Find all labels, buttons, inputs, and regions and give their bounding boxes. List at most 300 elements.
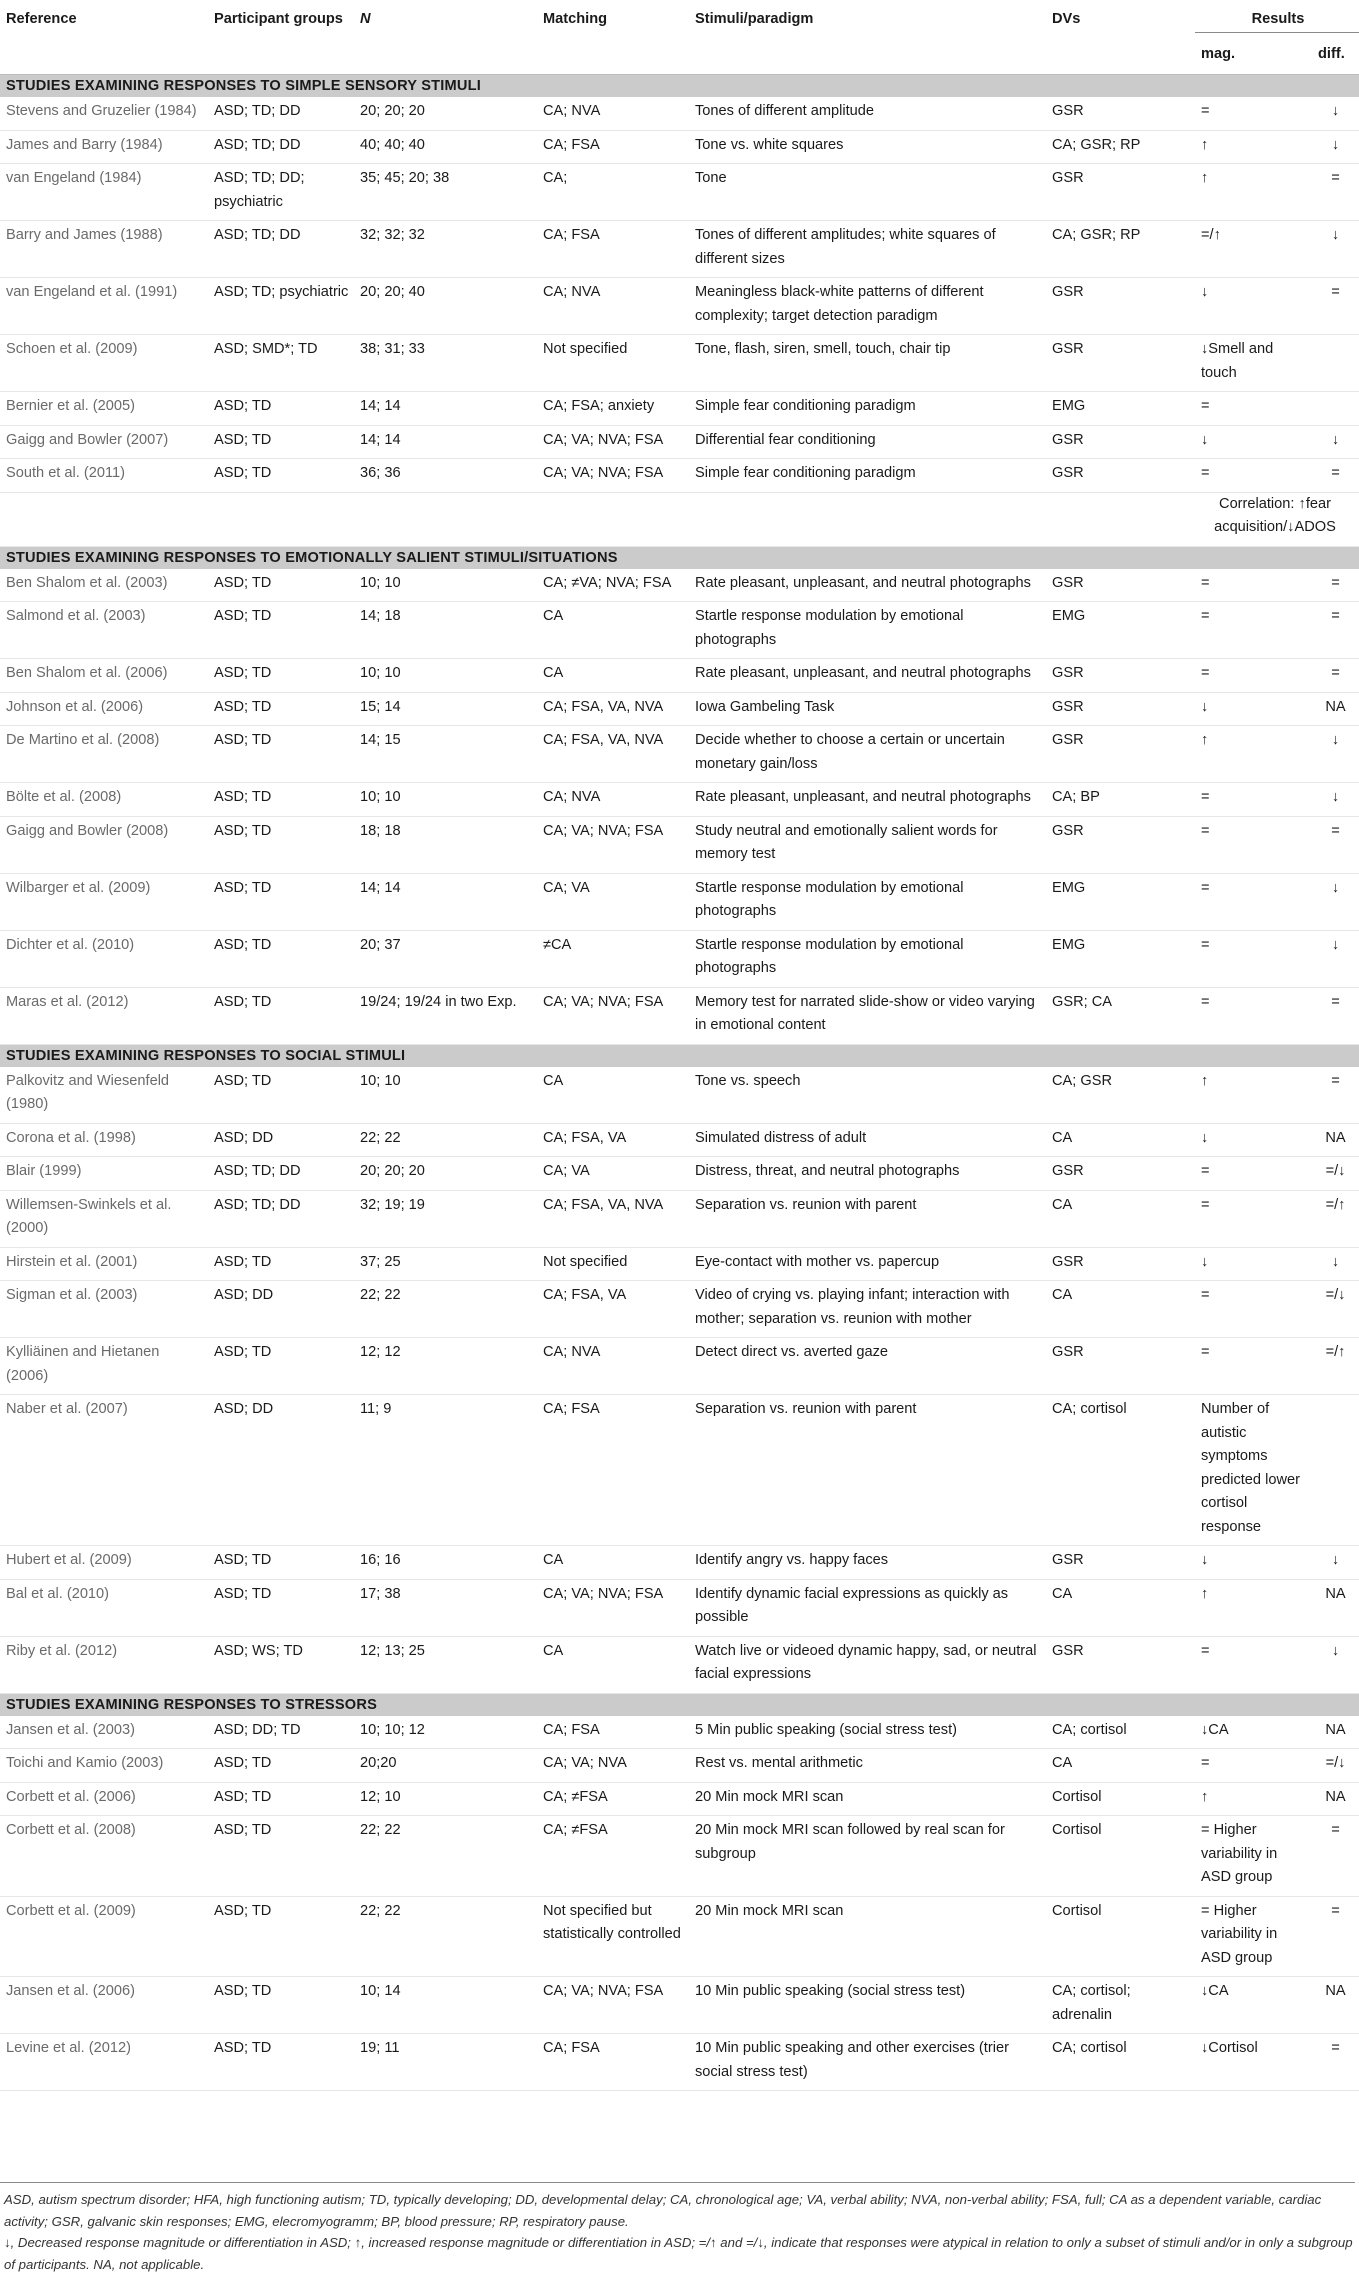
stimuli-cell: 10 Min public speaking (social stress test) bbox=[689, 1977, 1046, 2034]
reference-cell: Kylliäinen and Hietanen (2006) bbox=[0, 1338, 208, 1395]
reference-cell: De Martino et al. (2008) bbox=[0, 726, 208, 783]
matching-cell: CA; VA; NVA; FSA bbox=[537, 425, 689, 459]
dvs-cell: GSR bbox=[1046, 1247, 1195, 1281]
n-cell: 15; 14 bbox=[354, 692, 537, 726]
stimuli-cell: 5 Min public speaking (social stress test) bbox=[689, 1716, 1046, 1749]
header-diff: diff. bbox=[1312, 32, 1359, 75]
dvs-cell: GSR bbox=[1046, 726, 1195, 783]
diff-cell: = bbox=[1312, 278, 1359, 335]
n-cell: 20; 20; 40 bbox=[354, 278, 537, 335]
n-cell: 19/24; 19/24 in two Exp. bbox=[354, 987, 537, 1044]
dvs-cell: EMG bbox=[1046, 873, 1195, 930]
matching-cell: Not specified bbox=[537, 1247, 689, 1281]
dvs-cell: CA; cortisol bbox=[1046, 1395, 1195, 1546]
table-row bbox=[0, 569, 1359, 602]
diff-cell: ↓ bbox=[1312, 221, 1359, 278]
participant-groups-cell: ASD; TD bbox=[208, 1896, 354, 1977]
matching-cell: CA; FSA bbox=[537, 1395, 689, 1546]
participant-groups-cell: ASD; TD bbox=[208, 459, 354, 493]
table-row bbox=[0, 692, 1359, 726]
dvs-cell: GSR bbox=[1046, 659, 1195, 693]
stimuli-cell: Identify dynamic facial expressions as quickly as possible bbox=[689, 1579, 1046, 1636]
stimuli-cell: 20 Min mock MRI scan bbox=[689, 1782, 1046, 1816]
mag-cell: ↑ bbox=[1195, 1067, 1312, 1124]
participant-groups-cell: ASD; DD; TD bbox=[208, 1716, 354, 1749]
stimuli-cell: Tone, flash, siren, smell, touch, chair tip bbox=[689, 335, 1046, 392]
matching-cell: CA bbox=[537, 602, 689, 659]
reference-cell: Gaigg and Bowler (2008) bbox=[0, 816, 208, 873]
participant-groups-cell: ASD; TD bbox=[208, 1977, 354, 2034]
dvs-cell: GSR bbox=[1046, 816, 1195, 873]
participant-groups-cell: ASD; DD bbox=[208, 1395, 354, 1546]
table-body bbox=[0, 75, 1359, 2091]
header-reference: Reference bbox=[6, 11, 77, 27]
section-header bbox=[0, 75, 1359, 98]
diff-cell: ↓ bbox=[1312, 930, 1359, 987]
reference-cell: Maras et al. (2012) bbox=[0, 987, 208, 1044]
matching-cell: CA; VA bbox=[537, 873, 689, 930]
stimuli-cell: Identify angry vs. happy faces bbox=[689, 1546, 1046, 1580]
reference-cell: James and Barry (1984) bbox=[0, 130, 208, 164]
dvs-cell: CA bbox=[1046, 1281, 1195, 1338]
matching-cell: CA; FSA, VA bbox=[537, 1123, 689, 1157]
dvs-cell: EMG bbox=[1046, 930, 1195, 987]
n-cell: 22; 22 bbox=[354, 1816, 537, 1897]
stimuli-cell: Memory test for narrated slide-show or video varying in emotional content bbox=[689, 987, 1046, 1044]
participant-groups-cell: ASD; TD; DD; psychiatric bbox=[208, 164, 354, 221]
diff-cell: ↓ bbox=[1312, 130, 1359, 164]
stimuli-cell: Startle response modulation by emotional photographs bbox=[689, 873, 1046, 930]
dvs-cell: GSR bbox=[1046, 1338, 1195, 1395]
table-row bbox=[0, 1579, 1359, 1636]
stimuli-cell: Tones of different amplitude bbox=[689, 97, 1046, 130]
mag-cell: = bbox=[1195, 873, 1312, 930]
n-cell: 20; 37 bbox=[354, 930, 537, 987]
n-cell: 22; 22 bbox=[354, 1123, 537, 1157]
dvs-cell: GSR bbox=[1046, 1546, 1195, 1580]
mag-cell: ↓CA bbox=[1195, 1977, 1312, 2034]
header-participant-groups: Participant groups bbox=[214, 11, 343, 27]
dvs-cell: Cortisol bbox=[1046, 1896, 1195, 1977]
participant-groups-cell: ASD; TD bbox=[208, 1579, 354, 1636]
reference-cell: Corbett et al. (2006) bbox=[0, 1782, 208, 1816]
mag-cell: =/↑ bbox=[1195, 221, 1312, 278]
stimuli-cell: Simple fear conditioning paradigm bbox=[689, 392, 1046, 426]
n-cell: 10; 10; 12 bbox=[354, 1716, 537, 1749]
n-cell: 38; 31; 33 bbox=[354, 335, 537, 392]
n-cell: 10; 10 bbox=[354, 659, 537, 693]
diff-cell: = bbox=[1312, 1067, 1359, 1124]
dvs-cell: CA; GSR; RP bbox=[1046, 221, 1195, 278]
n-cell: 12; 10 bbox=[354, 1782, 537, 1816]
reference-cell: Wilbarger et al. (2009) bbox=[0, 873, 208, 930]
n-cell: 22; 22 bbox=[354, 1281, 537, 1338]
stimuli-cell: Video of crying vs. playing infant; interaction with mother; separation vs. reunion with mother bbox=[689, 1281, 1046, 1338]
dvs-cell: CA bbox=[1046, 1123, 1195, 1157]
n-cell: 14; 15 bbox=[354, 726, 537, 783]
diff-cell: NA bbox=[1312, 1123, 1359, 1157]
n-cell: 40; 40; 40 bbox=[354, 130, 537, 164]
n-cell: 22; 22 bbox=[354, 1896, 537, 1977]
diff-cell: ↓ bbox=[1312, 425, 1359, 459]
mag-cell: = bbox=[1195, 1338, 1312, 1395]
mag-cell: = bbox=[1195, 1636, 1312, 1693]
dvs-cell: EMG bbox=[1046, 392, 1195, 426]
participant-groups-cell: ASD; TD bbox=[208, 816, 354, 873]
dvs-cell: GSR bbox=[1046, 1636, 1195, 1693]
section-header bbox=[0, 1693, 1359, 1716]
reference-cell: Willemsen-Swinkels et al. (2000) bbox=[0, 1190, 208, 1247]
header-mag: mag. bbox=[1195, 32, 1312, 75]
table-row bbox=[0, 602, 1359, 659]
stimuli-cell: Study neutral and emotionally salient words for memory test bbox=[689, 816, 1046, 873]
matching-cell: CA; VA; NVA; FSA bbox=[537, 1977, 689, 2034]
reference-cell: Naber et al. (2007) bbox=[0, 1395, 208, 1546]
stimuli-cell: Simulated distress of adult bbox=[689, 1123, 1046, 1157]
matching-cell: CA; ≠FSA bbox=[537, 1782, 689, 1816]
n-cell: 32; 32; 32 bbox=[354, 221, 537, 278]
participant-groups-cell: ASD; TD bbox=[208, 987, 354, 1044]
table-row bbox=[0, 130, 1359, 164]
diff-cell bbox=[1312, 392, 1359, 426]
participant-groups-cell: ASD; TD bbox=[208, 1338, 354, 1395]
n-cell: 16; 16 bbox=[354, 1546, 537, 1580]
mag-cell: Number of autistic symptoms predicted lower cortisol response bbox=[1195, 1395, 1312, 1546]
stimuli-cell: Watch live or videoed dynamic happy, sad, or neutral facial expressions bbox=[689, 1636, 1046, 1693]
n-cell: 19; 11 bbox=[354, 2034, 537, 2091]
table-row bbox=[0, 873, 1359, 930]
dvs-cell: CA; cortisol; adrenalin bbox=[1046, 1977, 1195, 2034]
matching-cell: Not specified but statistically controlled bbox=[537, 1896, 689, 1977]
mag-cell: ↓Cortisol bbox=[1195, 2034, 1312, 2091]
header-n-text: N bbox=[360, 11, 371, 27]
note-row bbox=[0, 492, 1359, 546]
section-title: STUDIES EXAMINING RESPONSES TO SOCIAL STIMULI bbox=[0, 1044, 1359, 1067]
diff-cell: =/↓ bbox=[1312, 1157, 1359, 1191]
matching-cell: CA; FSA, VA, NVA bbox=[537, 692, 689, 726]
participant-groups-cell: ASD; TD; DD bbox=[208, 130, 354, 164]
matching-cell: CA bbox=[537, 1546, 689, 1580]
matching-cell: CA; NVA bbox=[537, 1338, 689, 1395]
reference-cell: Bernier et al. (2005) bbox=[0, 392, 208, 426]
table-row bbox=[0, 392, 1359, 426]
section-title: STUDIES EXAMINING RESPONSES TO STRESSORS bbox=[0, 1693, 1359, 1716]
matching-cell: CA; NVA bbox=[537, 783, 689, 817]
matching-cell: CA; FSA bbox=[537, 2034, 689, 2091]
reference-cell: Riby et al. (2012) bbox=[0, 1636, 208, 1693]
participant-groups-cell: ASD; TD bbox=[208, 1546, 354, 1580]
section-header bbox=[0, 1044, 1359, 1067]
dvs-cell: Cortisol bbox=[1046, 1816, 1195, 1897]
dvs-cell: GSR bbox=[1046, 425, 1195, 459]
stimuli-cell: Separation vs. reunion with parent bbox=[689, 1190, 1046, 1247]
dvs-cell: CA; GSR bbox=[1046, 1067, 1195, 1124]
dvs-cell: GSR bbox=[1046, 692, 1195, 726]
matching-cell: CA; FSA, VA, NVA bbox=[537, 726, 689, 783]
reference-cell: Bal et al. (2010) bbox=[0, 1579, 208, 1636]
stimuli-cell: Simple fear conditioning paradigm bbox=[689, 459, 1046, 493]
table-row bbox=[0, 1281, 1359, 1338]
reference-cell: Barry and James (1988) bbox=[0, 221, 208, 278]
participant-groups-cell: ASD; TD bbox=[208, 873, 354, 930]
stimuli-cell: Detect direct vs. averted gaze bbox=[689, 1338, 1046, 1395]
participant-groups-cell: ASD; TD bbox=[208, 2034, 354, 2091]
n-cell: 10; 14 bbox=[354, 1977, 537, 2034]
reference-cell: Palkovitz and Wiesenfeld (1980) bbox=[0, 1067, 208, 1124]
diff-cell: =/↓ bbox=[1312, 1749, 1359, 1783]
stimuli-cell: 20 Min mock MRI scan bbox=[689, 1896, 1046, 1977]
table-row bbox=[0, 1977, 1359, 2034]
mag-cell: = bbox=[1195, 97, 1312, 130]
diff-cell: =/↑ bbox=[1312, 1190, 1359, 1247]
table-header bbox=[0, 0, 1359, 75]
section-title: STUDIES EXAMINING RESPONSES TO SIMPLE SENSORY STIMULI bbox=[0, 75, 1359, 98]
dvs-cell: GSR bbox=[1046, 164, 1195, 221]
correlation-note: Correlation: ↑fear acquisition/↓ADOS bbox=[1195, 492, 1359, 546]
diff-cell: = bbox=[1312, 602, 1359, 659]
matching-cell: CA; FSA bbox=[537, 1716, 689, 1749]
mag-cell: ↓Smell and touch bbox=[1195, 335, 1312, 392]
diff-cell bbox=[1312, 335, 1359, 392]
mag-cell: ↓ bbox=[1195, 1247, 1312, 1281]
diff-cell: = bbox=[1312, 1896, 1359, 1977]
stimuli-cell: Tone vs. speech bbox=[689, 1067, 1046, 1124]
diff-cell: = bbox=[1312, 2034, 1359, 2091]
stimuli-cell: Rest vs. mental arithmetic bbox=[689, 1749, 1046, 1783]
participant-groups-cell: ASD; WS; TD bbox=[208, 1636, 354, 1693]
reference-cell: Jansen et al. (2003) bbox=[0, 1716, 208, 1749]
diff-cell: = bbox=[1312, 569, 1359, 602]
diff-cell: ↓ bbox=[1312, 1546, 1359, 1580]
reference-cell: Corbett et al. (2008) bbox=[0, 1816, 208, 1897]
section-header bbox=[0, 546, 1359, 569]
matching-cell: CA bbox=[537, 1636, 689, 1693]
table-row bbox=[0, 1067, 1359, 1124]
participant-groups-cell: ASD; DD bbox=[208, 1281, 354, 1338]
dvs-cell: GSR bbox=[1046, 1157, 1195, 1191]
n-cell: 14; 18 bbox=[354, 602, 537, 659]
participant-groups-cell: ASD; TD bbox=[208, 726, 354, 783]
table-row bbox=[0, 97, 1359, 130]
table-row bbox=[0, 1749, 1359, 1783]
dvs-cell: CA bbox=[1046, 1749, 1195, 1783]
stimuli-cell: Differential fear conditioning bbox=[689, 425, 1046, 459]
mag-cell: = bbox=[1195, 602, 1312, 659]
participant-groups-cell: ASD; DD bbox=[208, 1123, 354, 1157]
n-cell: 10; 10 bbox=[354, 783, 537, 817]
diff-cell: = bbox=[1312, 164, 1359, 221]
table-row bbox=[0, 930, 1359, 987]
diff-cell: =/↓ bbox=[1312, 1281, 1359, 1338]
stimuli-cell: Separation vs. reunion with parent bbox=[689, 1395, 1046, 1546]
n-cell: 35; 45; 20; 38 bbox=[354, 164, 537, 221]
matching-cell: CA bbox=[537, 659, 689, 693]
stimuli-cell: Decide whether to choose a certain or uncertain monetary gain/loss bbox=[689, 726, 1046, 783]
mag-cell: ↓ bbox=[1195, 692, 1312, 726]
diff-cell: = bbox=[1312, 816, 1359, 873]
participant-groups-cell: ASD; SMD*; TD bbox=[208, 335, 354, 392]
table-row bbox=[0, 1546, 1359, 1580]
header-n bbox=[354, 0, 537, 32]
stimuli-cell: Rate pleasant, unpleasant, and neutral photographs bbox=[689, 659, 1046, 693]
stimuli-cell: Startle response modulation by emotional photographs bbox=[689, 930, 1046, 987]
table-row bbox=[0, 816, 1359, 873]
mag-cell: = bbox=[1195, 459, 1312, 493]
matching-cell: CA; ≠FSA bbox=[537, 1816, 689, 1897]
diff-cell: = bbox=[1312, 1816, 1359, 1897]
table-row bbox=[0, 1896, 1359, 1977]
matching-cell: CA; NVA bbox=[537, 278, 689, 335]
table-row bbox=[0, 2034, 1359, 2091]
dvs-cell: GSR; CA bbox=[1046, 987, 1195, 1044]
table-row bbox=[0, 459, 1359, 493]
mag-cell: ↑ bbox=[1195, 164, 1312, 221]
table-row bbox=[0, 1190, 1359, 1247]
reference-cell: Stevens and Gruzelier (1984) bbox=[0, 97, 208, 130]
header-spacer bbox=[0, 32, 1195, 75]
table-row bbox=[0, 659, 1359, 693]
matching-cell: CA; VA; NVA; FSA bbox=[537, 1579, 689, 1636]
dvs-cell: CA; BP bbox=[1046, 783, 1195, 817]
mag-cell: = bbox=[1195, 1190, 1312, 1247]
participant-groups-cell: ASD; TD bbox=[208, 1749, 354, 1783]
dvs-cell: Cortisol bbox=[1046, 1782, 1195, 1816]
stimuli-cell: Distress, threat, and neutral photographs bbox=[689, 1157, 1046, 1191]
matching-cell: CA; bbox=[537, 164, 689, 221]
participant-groups-cell: ASD; TD bbox=[208, 1067, 354, 1124]
table-row bbox=[0, 726, 1359, 783]
stimuli-cell: Tone bbox=[689, 164, 1046, 221]
matching-cell: CA; NVA bbox=[537, 97, 689, 130]
stimuli-cell: Meaningless black-white patterns of different complexity; target detection paradigm bbox=[689, 278, 1046, 335]
stimuli-cell: Rate pleasant, unpleasant, and neutral photographs bbox=[689, 569, 1046, 602]
mag-cell: ↓ bbox=[1195, 1123, 1312, 1157]
header-results: Results bbox=[1251, 11, 1305, 27]
table-row bbox=[0, 1782, 1359, 1816]
stimuli-cell: Tone vs. white squares bbox=[689, 130, 1046, 164]
mag-cell: ↓ bbox=[1195, 1546, 1312, 1580]
mag-cell: ↑ bbox=[1195, 130, 1312, 164]
participant-groups-cell: ASD; TD bbox=[208, 783, 354, 817]
table-row bbox=[0, 1636, 1359, 1693]
reference-cell: Schoen et al. (2009) bbox=[0, 335, 208, 392]
matching-cell: Not specified bbox=[537, 335, 689, 392]
reference-cell: Hubert et al. (2009) bbox=[0, 1546, 208, 1580]
diff-cell: ↓ bbox=[1312, 1636, 1359, 1693]
mag-cell: ↑ bbox=[1195, 1782, 1312, 1816]
diff-cell: ↓ bbox=[1312, 873, 1359, 930]
n-cell: 18; 18 bbox=[354, 816, 537, 873]
reference-cell: Bölte et al. (2008) bbox=[0, 783, 208, 817]
dvs-cell: GSR bbox=[1046, 569, 1195, 602]
matching-cell: CA; ≠VA; NVA; FSA bbox=[537, 569, 689, 602]
table-row bbox=[0, 1157, 1359, 1191]
matching-cell: CA; FSA bbox=[537, 130, 689, 164]
header-matching: Matching bbox=[543, 11, 608, 27]
mag-cell: = bbox=[1195, 783, 1312, 817]
reference-cell: Sigman et al. (2003) bbox=[0, 1281, 208, 1338]
table-row bbox=[0, 1816, 1359, 1897]
n-cell: 11; 9 bbox=[354, 1395, 537, 1546]
participant-groups-cell: ASD; TD bbox=[208, 569, 354, 602]
matching-cell: CA; VA; NVA; FSA bbox=[537, 816, 689, 873]
header-stimuli: Stimuli/paradigm bbox=[695, 11, 814, 27]
mag-cell: = Higher variability in ASD group bbox=[1195, 1896, 1312, 1977]
participant-groups-cell: ASD; TD bbox=[208, 425, 354, 459]
participant-groups-cell: ASD; TD; DD bbox=[208, 1190, 354, 1247]
mag-cell: = bbox=[1195, 987, 1312, 1044]
diff-cell: =/↑ bbox=[1312, 1338, 1359, 1395]
matching-cell: CA; VA bbox=[537, 1157, 689, 1191]
table-footnote bbox=[0, 2182, 1355, 2275]
dvs-cell: CA; cortisol bbox=[1046, 2034, 1195, 2091]
diff-cell: NA bbox=[1312, 692, 1359, 726]
reference-cell: Johnson et al. (2006) bbox=[0, 692, 208, 726]
dvs-cell: CA bbox=[1046, 1190, 1195, 1247]
diff-cell: ↓ bbox=[1312, 1247, 1359, 1281]
mag-cell: = bbox=[1195, 930, 1312, 987]
diff-cell: NA bbox=[1312, 1977, 1359, 2034]
n-cell: 20; 20; 20 bbox=[354, 1157, 537, 1191]
mag-cell: ↓CA bbox=[1195, 1716, 1312, 1749]
participant-groups-cell: ASD; TD bbox=[208, 1816, 354, 1897]
participant-groups-cell: ASD; TD bbox=[208, 930, 354, 987]
footnote-abbreviations: ASD, autism spectrum disorder; HFA, high functioning autism; TD, typically developing; DD, developmental delay; CA, chronological age; VA, verbal ability; NVA, non-verbal ability; FSA, full; CA as a dependent variable, cardiac activity; GSR, galvanic skin responses; EMG, elecromyogramm; BP, blood pressure; RP, respiratory pause. bbox=[4, 2192, 1322, 2229]
n-cell: 32; 19; 19 bbox=[354, 1190, 537, 1247]
reference-cell: Toichi and Kamio (2003) bbox=[0, 1749, 208, 1783]
mag-cell: ↓ bbox=[1195, 278, 1312, 335]
matching-cell: CA; FSA bbox=[537, 221, 689, 278]
diff-cell: = bbox=[1312, 459, 1359, 493]
dvs-cell: CA; cortisol bbox=[1046, 1716, 1195, 1749]
dvs-cell: CA; GSR; RP bbox=[1046, 130, 1195, 164]
mag-cell: = bbox=[1195, 1749, 1312, 1783]
diff-cell: ↓ bbox=[1312, 726, 1359, 783]
footnote-symbols: ↓, Decreased response magnitude or differentiation in ASD; ↑, increased response magnitude or differentiation in ASD; =/↑ and =/↓, indicate that responses were atypical in relation to only a subset of stimuli and/or in only a subgroup of participants. NA, not applicable. bbox=[4, 2235, 1353, 2272]
matching-cell: CA; VA; NVA bbox=[537, 1749, 689, 1783]
table-row bbox=[0, 425, 1359, 459]
n-cell: 20;20 bbox=[354, 1749, 537, 1783]
header-dvs: DVs bbox=[1052, 11, 1081, 27]
mag-cell: = bbox=[1195, 816, 1312, 873]
reference-cell: Corona et al. (1998) bbox=[0, 1123, 208, 1157]
participant-groups-cell: ASD; TD; psychiatric bbox=[208, 278, 354, 335]
diff-cell: NA bbox=[1312, 1716, 1359, 1749]
stimuli-cell: Rate pleasant, unpleasant, and neutral photographs bbox=[689, 783, 1046, 817]
table-row bbox=[0, 783, 1359, 817]
mag-cell: = bbox=[1195, 1157, 1312, 1191]
stimuli-cell: Tones of different amplitudes; white squares of different sizes bbox=[689, 221, 1046, 278]
table-row bbox=[0, 221, 1359, 278]
stimuli-cell: Iowa Gambeling Task bbox=[689, 692, 1046, 726]
table-row bbox=[0, 1338, 1359, 1395]
reference-cell: Corbett et al. (2009) bbox=[0, 1896, 208, 1977]
n-cell: 10; 10 bbox=[354, 569, 537, 602]
reference-cell: Ben Shalom et al. (2006) bbox=[0, 659, 208, 693]
note-spacer bbox=[0, 492, 1195, 546]
matching-cell: CA; FSA; anxiety bbox=[537, 392, 689, 426]
reference-cell: Hirstein et al. (2001) bbox=[0, 1247, 208, 1281]
table-row bbox=[0, 164, 1359, 221]
n-cell: 36; 36 bbox=[354, 459, 537, 493]
reference-cell: Ben Shalom et al. (2003) bbox=[0, 569, 208, 602]
table-row bbox=[0, 278, 1359, 335]
table-row bbox=[0, 335, 1359, 392]
stimuli-cell: Startle response modulation by emotional photographs bbox=[689, 602, 1046, 659]
matching-cell: CA; FSA, VA bbox=[537, 1281, 689, 1338]
n-cell: 37; 25 bbox=[354, 1247, 537, 1281]
mag-cell: = bbox=[1195, 569, 1312, 602]
